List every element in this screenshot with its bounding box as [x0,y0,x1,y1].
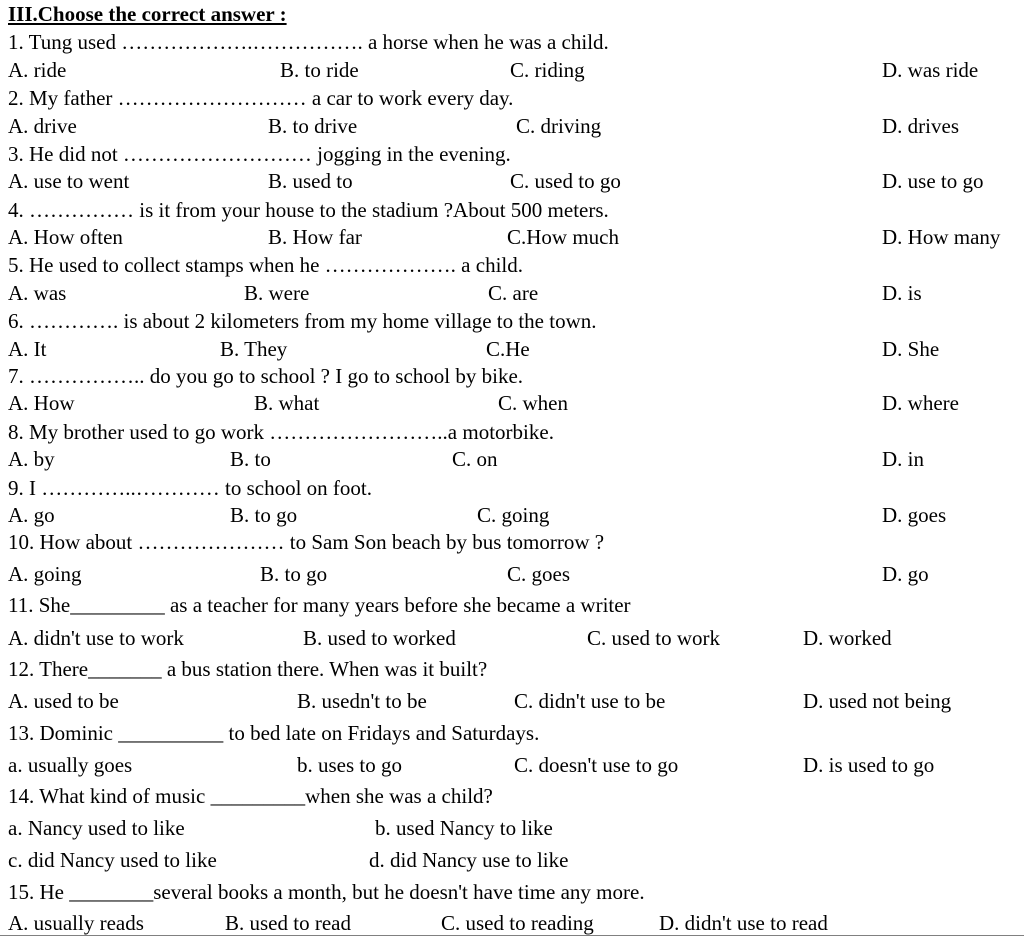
q9-option-c: C. going [477,503,550,527]
q14-option-a: a. Nancy used to like [8,816,185,840]
q9-option-b: B. to go [230,503,298,527]
q14-option-d: d. did Nancy use to like [369,848,569,872]
q4-option-b: B. How far [268,225,362,249]
q11-option-b: B. used to worked [303,626,456,650]
q13-option-b: b. uses to go [297,753,402,777]
question-2: 2. My father ……………………… a car to work every day. [8,86,514,110]
question-15: 15. He ________several books a month, but he doesn't have time any more. [8,880,645,904]
q10-option-c: C. goes [507,562,570,586]
section-heading: III.Choose the correct answer : [8,2,287,26]
q3-option-c: C. used to go [510,169,621,193]
q1-option-b: B. to ride [280,58,359,82]
q8-option-c: C. on [452,447,498,471]
q8-option-d: D. in [882,447,924,471]
q5-option-c: C. are [488,281,539,305]
question-3: 3. He did not ……………………… jogging in the evening. [8,142,511,166]
bottom-border [0,935,1024,936]
question-11: 11. She_________ as a teacher for many years before she became a writer [8,593,631,617]
q8-option-a: A. by [8,447,55,471]
q13-option-c: C. doesn't use to go [514,753,679,777]
q15-option-a: A. usually reads [8,911,144,935]
q11-option-a: A. didn't use to work [8,626,184,650]
question-12: 12. There_______ a bus station there. When was it built? [8,657,488,681]
q6-option-d: D. She [882,337,940,361]
q3-option-b: B. used to [268,169,353,193]
q4-option-c: C.How much [507,225,619,249]
q5-option-a: A. was [8,281,67,305]
q10-option-b: B. to go [260,562,328,586]
q11-option-c: C. used to work [587,626,720,650]
q15-option-d: D. didn't use to read [659,911,828,935]
q4-option-d: D. How many [882,225,1001,249]
q15-option-c: C. used to reading [441,911,594,935]
q11-option-d: D. worked [803,626,892,650]
q2-option-b: B. to drive [268,114,358,138]
q12-option-c: C. didn't use to be [514,689,666,713]
q5-option-b: B. were [244,281,310,305]
q9-option-d: D. goes [882,503,947,527]
q2-option-a: A. drive [8,114,77,138]
q10-option-d: D. go [882,562,929,586]
question-14: 14. What kind of music _________when she was a child? [8,784,493,808]
question-4: 4. …………… is it from your house to the stadium ?About 500 meters. [8,198,609,222]
q6-option-b: B. They [220,337,288,361]
q3-option-a: A. use to went [8,169,130,193]
q6-option-c: C.He [486,337,530,361]
q13-option-d: D. is used to go [803,753,935,777]
q15-option-b: B. used to read [225,911,351,935]
q2-option-c: C. driving [516,114,602,138]
question-5: 5. He used to collect stamps when he ………………. a child. [8,253,523,277]
q7-option-d: D. where [882,391,959,415]
q7-option-b: B. what [254,391,320,415]
q12-option-d: D. used not being [803,689,952,713]
q1-option-c: C. riding [510,58,585,82]
q6-option-a: A. It [8,337,47,361]
q9-option-a: A. go [8,503,55,527]
question-7: 7. …………….. do you go to school ? I go to school by bike. [8,364,524,388]
question-6: 6. …………. is about 2 kilometers from my home village to the town. [8,309,597,333]
q1-option-d: D. was ride [882,58,979,82]
q4-option-a: A. How often [8,225,123,249]
q5-option-d: D. is [882,281,922,305]
q7-option-c: C. when [498,391,568,415]
q8-option-b: B. to [230,447,271,471]
q7-option-a: A. How [8,391,75,415]
question-1: 1. Tung used ……………….……………. a horse when he was a child. [8,30,609,54]
q2-option-d: D. drives [882,114,959,138]
q12-option-a: A. used to be [8,689,119,713]
q3-option-d: D. use to go [882,169,984,193]
q13-option-a: a. usually goes [8,753,133,777]
q12-option-b: B. usedn't to be [297,689,427,713]
question-8: 8. My brother used to go work ……………………..a motorbike. [8,420,554,444]
question-13: 13. Dominic __________ to bed late on Fridays and Saturdays. [8,721,540,745]
q10-option-a: A. going [8,562,82,586]
question-10: 10. How about ………………… to Sam Son beach by bus tomorrow ? [8,530,605,554]
question-9: 9. I …………..………… to school on foot. [8,476,372,500]
q14-option-b: b. used Nancy to like [375,816,553,840]
q14-option-c: c. did Nancy used to like [8,848,217,872]
q1-option-a: A. ride [8,58,67,82]
